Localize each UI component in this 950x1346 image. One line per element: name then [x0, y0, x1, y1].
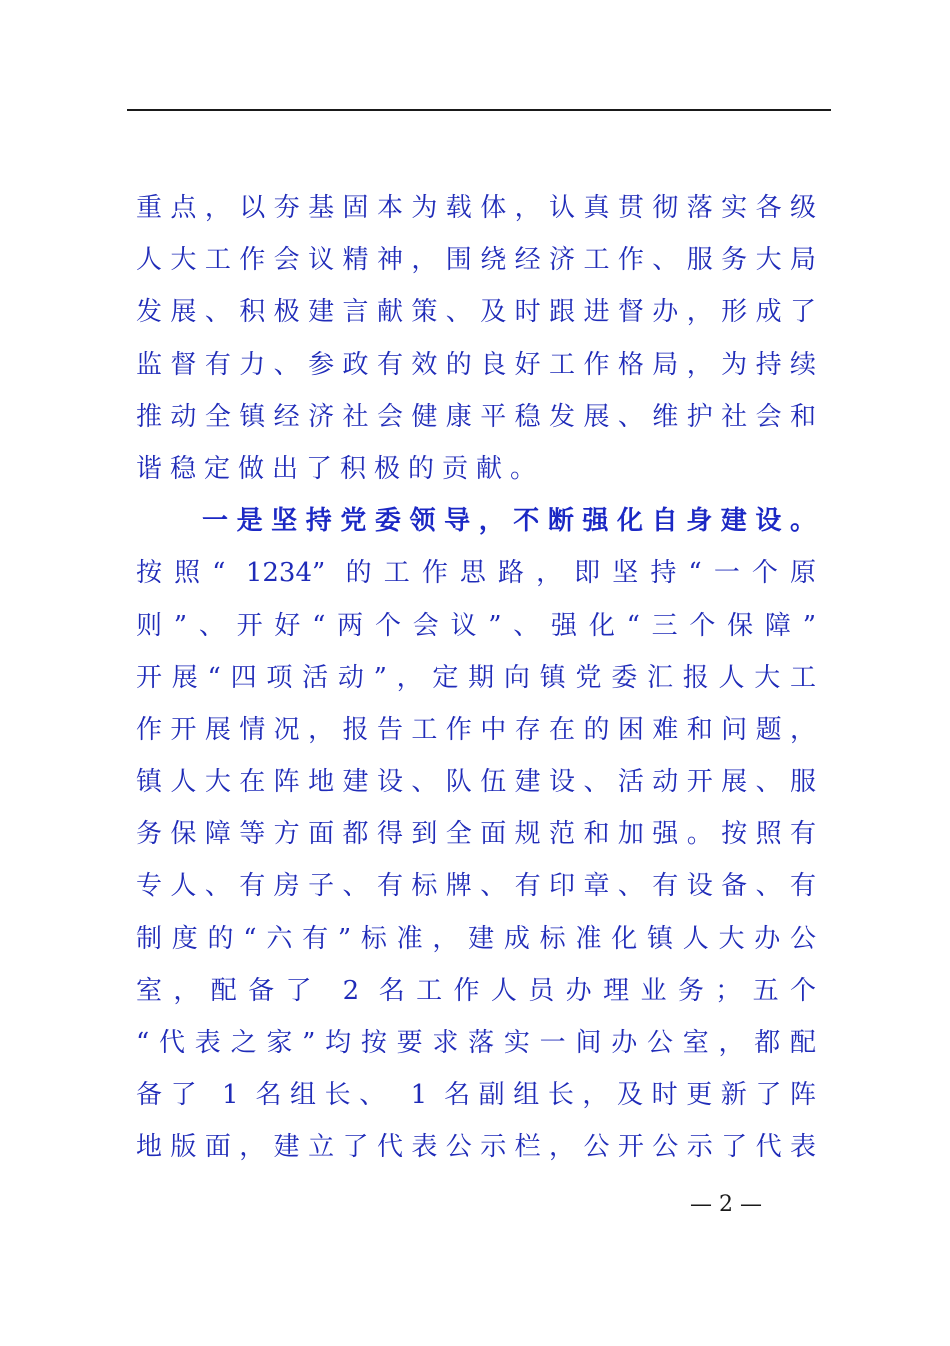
text-line: 重点，以夯基固本为载体，认真贯彻落实各级 [136, 193, 816, 223]
text-line: 人大工作会议精神，围绕经济工作、服务大局 [136, 245, 816, 276]
text-line: 备了 1 名组长、 1 名副组长，及时更新了阵 [136, 1080, 816, 1111]
text-line: 谐稳定做出了积极的贡献。 [136, 453, 545, 484]
text-line: 监督有力、参政有效的良好工作格局，为持续 [136, 349, 816, 380]
text-line: 专人、有房子、有标牌、有印章、有设备、有 [136, 871, 816, 902]
text-line: 务保障等方面都得到全面规范和加强。按照有 [136, 819, 816, 850]
text-line: 按照“ 1234” 的工作思路，即坚持“一个原 [136, 558, 816, 589]
page-number: — 2 — [690, 1192, 762, 1217]
text-line: “代表之家”均按要求落实一间办公室，都配 [136, 1028, 816, 1058]
body-text [136, 182, 816, 1174]
text-line: 室，配备了 2 名工作人员办理业务；五个 [136, 975, 816, 1006]
text-line: 地版面，建立了代表公示栏，公开公示了代表 [136, 1132, 816, 1163]
text-line: 发展、积极建言献策、及时跟进督办，形成了 [136, 297, 816, 328]
text-line: 镇人大在阵地建设、队伍建设、活动开展、服 [136, 767, 816, 798]
text-line: 作开展情况，报告工作中存在的困难和问题， [136, 714, 816, 745]
text-line: 开展“四项活动”，定期向镇党委汇报人大工 [136, 662, 816, 693]
section-heading: 一是坚持党委领导，不断强化自身建设。 [202, 506, 816, 537]
text-line: 推动全镇经济社会健康平稳发展、维护社会和 [136, 401, 816, 432]
text-line: 制度的“六有”标准，建成标准化镇人大办公 [136, 923, 816, 954]
text-line: 则”、开好“两个会议”、强化“三个保障” [136, 610, 816, 641]
header-rule [127, 109, 831, 111]
